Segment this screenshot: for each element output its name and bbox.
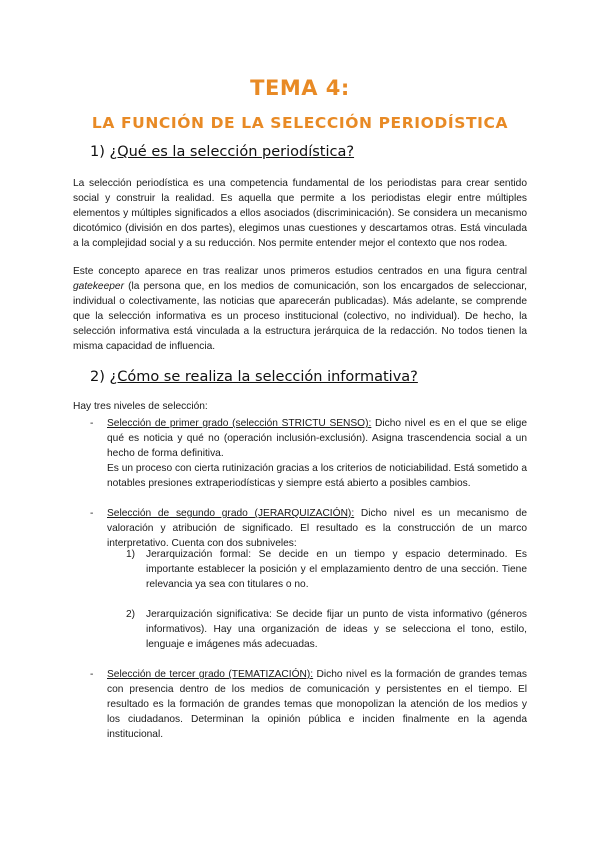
level-1-label: Selección de primer grado (selección STRICTU SENSO): [107, 418, 372, 429]
level-1-item [73, 416, 527, 491]
sublevel-1-item [107, 547, 527, 592]
level-3-text: Dicho nivel es la formación de grandes temas con presencia dentro de los medios de comunicación y persistentes en el tiempo. El resultado es la formación de grandes temas que monopolizan la atención de los medios y los ciudadanos. Determinan la opinión pública e inciden finalmente en la agenda institucional. [107, 669, 527, 740]
page-subtitle: LA FUNCIÓN DE LA SELECCIÓN PERIODÍSTICA [91, 114, 509, 132]
sublevel-2-item [107, 607, 527, 652]
section-1-heading [90, 144, 354, 160]
p2-before: Este concepto aparece en tras realizar unos primeros estudios centrados en una figura central [73, 266, 527, 277]
levels-intro: Hay tres niveles de selección: [73, 401, 208, 412]
level-1-dash: - [90, 418, 94, 429]
level-3-dash: - [90, 669, 94, 680]
p2-after: (la persona que, en los medios de comunicación, son los encargados de seleccionar, individual o colectivamente, las noticias que aparecerán publicadas). Más adelante, se comprende que la selección informativa es un proceso institucional (colectivo, no individual). De hecho, la selección informativa está vinculada a la estructura jerárquica de la redacción. No todos tienen la misma capacidad de influencia. [73, 281, 527, 352]
section-1-paragraph-2 [73, 264, 527, 354]
level-2-item [73, 506, 527, 551]
level-2-label: Selección de segundo grado (JERARQUIZACIÓN): [107, 508, 355, 519]
level-3-item [73, 667, 527, 742]
section-2-number: 2) [90, 369, 105, 385]
section-2-heading-text: ¿Cómo se realiza la selección informativa? [109, 369, 418, 385]
sublevel-1-text: Jerarquización formal: Se decide en un tiempo y espacio determinado. Es importante establecer la posición y el emplazamiento dentro de una sección. Tiene relevancia ya sea con titulares o no. [146, 549, 527, 590]
level-1-text: Dicho nivel es en el que se elige qué es noticia y qué no (operación inclusión-exclusión). Asigna trascendencia social a un hecho de forma definitiva. [107, 418, 527, 459]
level-2-dash: - [90, 508, 94, 519]
level-3-label: Selección de tercer grado (TEMATIZACIÓN): [107, 669, 314, 680]
section-1-heading-text: ¿Qué es la selección periodística? [109, 144, 355, 160]
level-2-text: Dicho nivel es un mecanismo de valoración y atribución de significado. El resultado es la construcción de un marco interpretativo. Cuenta con dos subniveles: [107, 508, 527, 549]
gatekeeper-term: gatekeeper [73, 281, 124, 292]
sublevel-2-number: 2) [126, 609, 136, 620]
sublevel-1-number: 1) [126, 549, 136, 560]
sublevel-2-text: Jerarquización significativa: Se decide fijar un punto de vista informativo (géneros informativos). Hay una organización de ideas y se selecciona el tono, estilo, lenguaje e imágenes más adecuadas. [146, 609, 527, 650]
section-2-heading [90, 369, 418, 385]
page-title: TEMA 4: [250, 76, 350, 100]
section-1-number: 1) [90, 144, 105, 160]
section-1-paragraph-1: La selección periodística es una competencia fundamental de los periodistas para crear sentido social y construir la realidad. Es aquella que permite a los periodistas elegir entre múltiples elementos y múltiples significados a ellos asociados (discriminicación). Se considera un mecanismo dicotómico (división en dos partes), elegimos unas cuestiones y descartamos otras. Está vinculada a la complejidad social y a su reducción. Nos permite entender mejor el contexto que nos rodea. [73, 178, 527, 249]
level-1-extra: Es un proceso con cierta rutinización gracias a los criterios de noticiabilidad. Está sometido a notables presiones extraperiodísticas y siempre está abierto a posibles cambios. [107, 463, 527, 489]
